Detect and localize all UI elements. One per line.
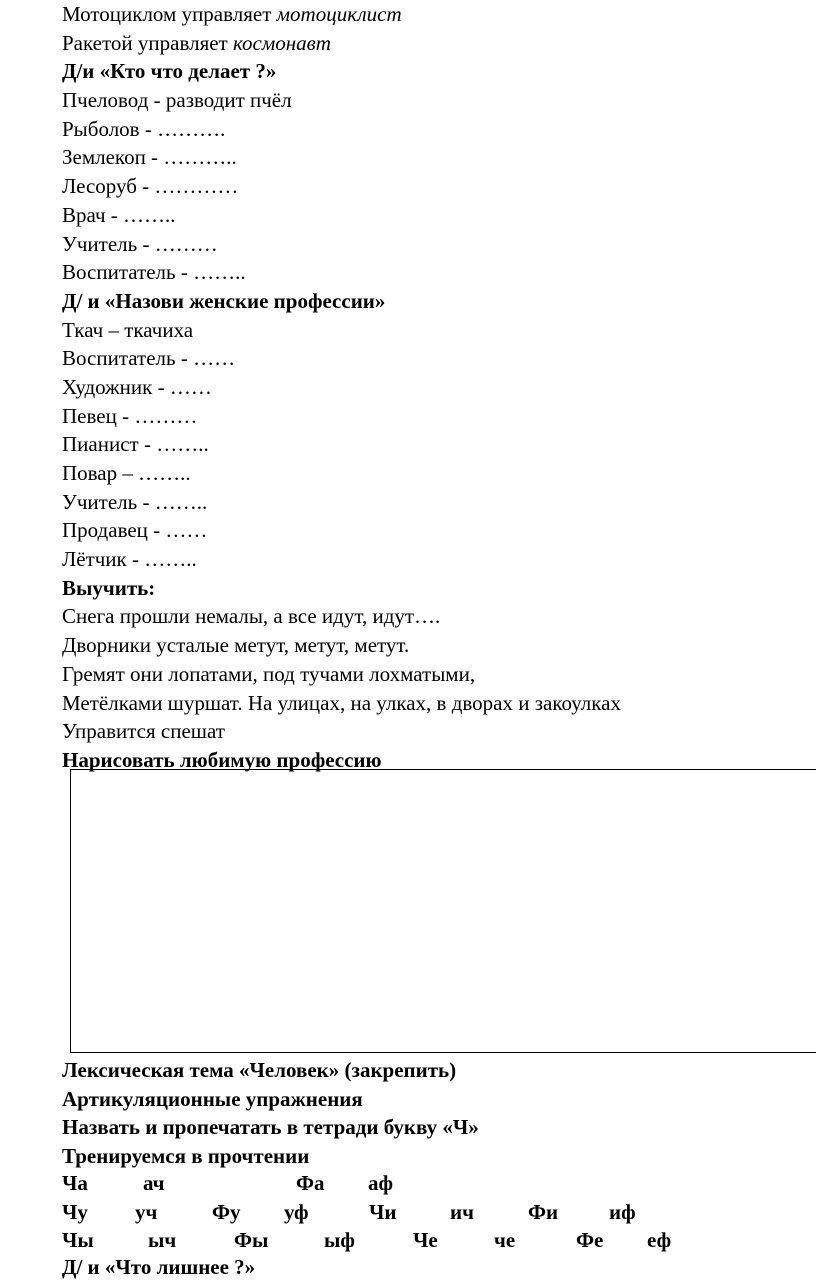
game1-line: Воспитатель - …….. [62, 260, 246, 285]
game1-line: Лесоруб - ………… [62, 174, 239, 199]
syllable: Фа [296, 1171, 325, 1195]
syllable: Чи [369, 1200, 397, 1224]
poem-line: Гремят они лопатами, под тучами лохматыми, [62, 661, 476, 686]
poem-line: Дворники усталые метут, метут, метут. [62, 633, 410, 658]
game2-line: Воспитатель - …… [62, 346, 236, 371]
game2-line: Художник - …… [62, 374, 212, 399]
game1-line: Пчеловод - разводит пчёл [62, 88, 292, 113]
syllable: уф [284, 1200, 309, 1224]
game2-line: Повар – …….. [62, 461, 191, 485]
syllable: ыф [324, 1228, 355, 1252]
syllable: че [494, 1228, 516, 1252]
intro-line-1: Мотоциклом управляет мотоциклист [62, 2, 402, 26]
game1-title: Д/и «Кто что делает ?» [62, 59, 277, 84]
game1-line: Землекоп - ……….. [62, 145, 237, 170]
game2-title: Д/ и «Назови женские профессии» [62, 288, 386, 313]
game2-line: Пианист - …….. [62, 432, 209, 457]
syllable: Фе [576, 1228, 604, 1252]
poem-title: Выучить: [62, 575, 156, 600]
poem-line: Управится спешат [62, 719, 225, 744]
game2-line: Певец - ……… [62, 403, 198, 428]
last-title: Д/ и «Что лишнее ?» [62, 1255, 256, 1279]
game2-line: Ткач – ткачиха [62, 317, 194, 342]
syllable: Фу [212, 1200, 241, 1224]
poem-line: Метёлками шуршат. На улицах, на улках, в дворах и закоулках [62, 690, 621, 715]
lower-section [62, 1056, 816, 1170]
lower-line: Лексическая тема «Человек» (закрепить) [62, 1058, 457, 1082]
lower-line: Артикуляционные упражнения [62, 1086, 363, 1111]
syllable: ыч [148, 1228, 177, 1252]
syllable: Ча [62, 1171, 88, 1195]
syllable: Фи [528, 1200, 559, 1224]
syllable: уч [135, 1200, 158, 1224]
document-page [62, 0, 816, 775]
drawing-box [70, 769, 816, 1053]
syllable: Фы [234, 1228, 269, 1252]
game2-line: Лётчик - …….. [62, 547, 197, 572]
drawing-title: Нарисовать любимую профессию [62, 747, 382, 772]
intro-line-2: Ракетой управляет космонавт [62, 30, 331, 55]
game1-line: Врач - …….. [62, 202, 176, 227]
syllable: аф [368, 1171, 394, 1195]
syllable: иф [609, 1200, 636, 1224]
lower-line: Тренируемся в прочтении [62, 1143, 310, 1168]
syllable: ич [450, 1200, 474, 1224]
syllable: Чы [62, 1228, 94, 1252]
syllable: еф [647, 1228, 672, 1252]
syllable: Че [413, 1228, 438, 1252]
game1-line: Учитель - ……… [62, 231, 218, 256]
poem-line: Снега прошли немалы, а все идут, идут…. [62, 604, 441, 629]
game1-line: Рыболов - ………. [62, 116, 226, 141]
game2-line: Учитель - …….. [62, 489, 208, 514]
lower-line: Назвать и пропечатать в тетради букву «Ч» [62, 1115, 479, 1140]
game2-line: Продавец - …… [62, 518, 208, 543]
syllable: Чу [62, 1200, 88, 1224]
syllable: ач [143, 1171, 165, 1195]
